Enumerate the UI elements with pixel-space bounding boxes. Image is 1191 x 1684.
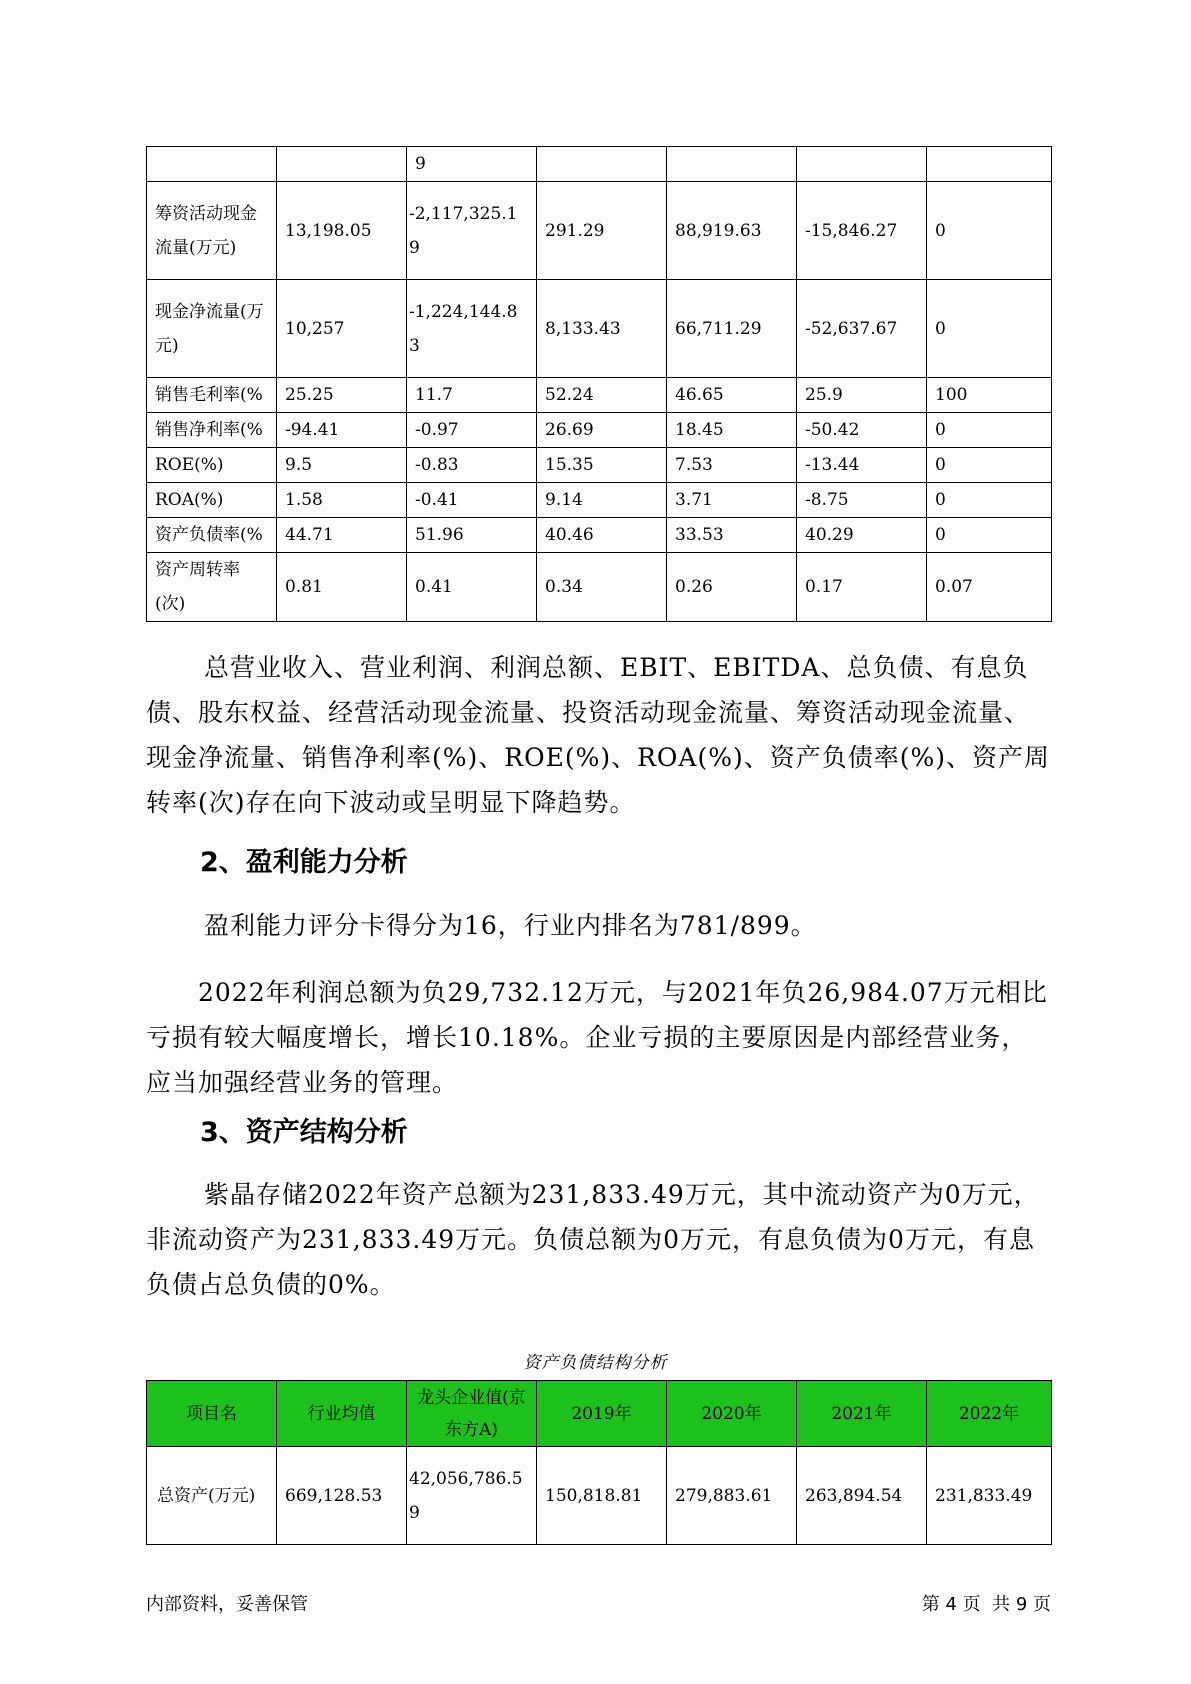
table-row [147, 483, 1052, 518]
row-label [147, 147, 277, 182]
cell: 231,833.49 [927, 1447, 1052, 1545]
table-row [147, 147, 1052, 182]
cell: 15.35 [537, 448, 667, 483]
header-cell: 2022年 [927, 1381, 1052, 1447]
table-row [147, 518, 1052, 553]
table-row [147, 378, 1052, 413]
asset-structure-paragraph [146, 1172, 1051, 1307]
cell: -15,846.27 [797, 182, 927, 280]
cell: 100 [927, 378, 1052, 413]
cell: 0.17 [797, 553, 927, 622]
cell: 51.96 [407, 518, 537, 553]
cell: 0.07 [927, 553, 1052, 622]
cell: 25.9 [797, 378, 927, 413]
cell: 0 [927, 280, 1052, 378]
row-label: 销售净利率(% [147, 413, 277, 448]
paragraph-text: 盈利能力评分卡得分为16，行业内排名为781/899。 [204, 911, 817, 940]
cell: 11.7 [407, 378, 537, 413]
cell: 9.14 [537, 483, 667, 518]
cell: 0.81 [277, 553, 407, 622]
cell: 0 [927, 483, 1052, 518]
table-row [147, 553, 1052, 622]
cell: -50.42 [797, 413, 927, 448]
cell: -0.97 [407, 413, 537, 448]
header-cell: 2021年 [797, 1381, 927, 1447]
cell: 0.41 [407, 553, 537, 622]
cell: -13.44 [797, 448, 927, 483]
profitability-score-paragraph [146, 903, 1051, 948]
header-cell: 2019年 [537, 1381, 667, 1447]
cell: 88,919.63 [667, 182, 797, 280]
table-header-row [147, 1381, 1052, 1447]
profit-analysis-paragraph [146, 970, 1051, 1105]
cell: 291.29 [537, 182, 667, 280]
trend-summary-paragraph [146, 645, 1051, 825]
table-row [147, 448, 1052, 483]
cell: 8,133.43 [537, 280, 667, 378]
cell: 279,883.61 [667, 1447, 797, 1545]
cell: -8.75 [797, 483, 927, 518]
cell: 25.25 [277, 378, 407, 413]
financial-indicators-table [146, 146, 1052, 622]
cell: 263,894.54 [797, 1447, 927, 1545]
cell [797, 147, 927, 182]
table-row [147, 1447, 1052, 1545]
row-label: 筹资活动现金流量(万元) [147, 182, 277, 280]
cell: 7.53 [667, 448, 797, 483]
cell: 42,056,786.59 [407, 1447, 537, 1545]
table-row [147, 280, 1052, 378]
paragraph-text: 紫晶存储2022年资产总额为231,833.49万元，其中流动资产为0万元，非流动资产为231,833.49万元。负债总额为0万元，有息负债为0万元，有息负债占总负债的0%。 [146, 1180, 1040, 1299]
cell: 0 [927, 413, 1052, 448]
cell: 150,818.81 [537, 1447, 667, 1545]
row-label: 资产负债率(% [147, 518, 277, 553]
cell: 66,711.29 [667, 280, 797, 378]
header-cell: 项目名 [147, 1381, 277, 1447]
table-row [147, 413, 1052, 448]
cell: 52.24 [537, 378, 667, 413]
cell: 0 [927, 182, 1052, 280]
row-label: 总资产(万元) [147, 1447, 277, 1545]
cell: -2,117,325.19 [407, 182, 537, 280]
cell: -94.41 [277, 413, 407, 448]
row-label: 现金净流量(万元) [147, 280, 277, 378]
cell: -52,637.67 [797, 280, 927, 378]
cell: 1.58 [277, 483, 407, 518]
row-label: 销售毛利率(% [147, 378, 277, 413]
footer-page-number: 第 4 页 共 9 页 [921, 1594, 1051, 1615]
paragraph-text: 总营业收入、营业利润、利润总额、EBIT、EBITDA、总负债、有息负债、股东权益、经营活动现金流量、投资活动现金流量、筹资活动现金流量、现金净流量、销售净利率(%)、ROE(%)、ROA(%)、资产负债率(%)、资产周转率(次)存在向下波动或呈明显下降趋势。 [146, 653, 1050, 817]
cell: 40.29 [797, 518, 927, 553]
header-cell: 2020年 [667, 1381, 797, 1447]
table-caption: 资产负债结构分析 [523, 1353, 668, 1373]
cell: 10,257 [277, 280, 407, 378]
cell: -0.41 [407, 483, 537, 518]
footer-confidential-note: 内部资料，妥善保管 [146, 1594, 308, 1615]
cell: -1,224,144.83 [407, 280, 537, 378]
cell: 0 [927, 518, 1052, 553]
cell: 26.69 [537, 413, 667, 448]
cell: 44.71 [277, 518, 407, 553]
cell: 9 [407, 147, 537, 182]
cell [537, 147, 667, 182]
row-label: ROA(%) [147, 483, 277, 518]
cell [277, 147, 407, 182]
cell: 3.71 [667, 483, 797, 518]
cell: -0.83 [407, 448, 537, 483]
cell: 13,198.05 [277, 182, 407, 280]
cell [667, 147, 797, 182]
row-label: ROE(%) [147, 448, 277, 483]
header-cell: 龙头企业值(京东方A) [407, 1381, 537, 1447]
section-heading-profitability: 2、盈利能力分析 [200, 847, 408, 878]
cell: 18.45 [667, 413, 797, 448]
paragraph-text: 2022年利润总额为负29,732.12万元，与2021年负26,984.07万元相比亏损有较大幅度增长，增长10.18%。企业亏损的主要原因是内部经营业务，应当加强经营业务的管理。 [146, 978, 1048, 1097]
cell: 46.65 [667, 378, 797, 413]
cell [927, 147, 1052, 182]
section-heading-asset-structure: 3、资产结构分析 [200, 1117, 408, 1148]
row-label: 资产周转率(次) [147, 553, 277, 622]
cell: 0 [927, 448, 1052, 483]
cell: 9.5 [277, 448, 407, 483]
cell: 40.46 [537, 518, 667, 553]
cell: 0.34 [537, 553, 667, 622]
table-row [147, 182, 1052, 280]
cell: 33.53 [667, 518, 797, 553]
cell: 0.26 [667, 553, 797, 622]
asset-liability-structure-table [146, 1380, 1052, 1545]
header-cell: 行业均值 [277, 1381, 407, 1447]
cell: 669,128.53 [277, 1447, 407, 1545]
